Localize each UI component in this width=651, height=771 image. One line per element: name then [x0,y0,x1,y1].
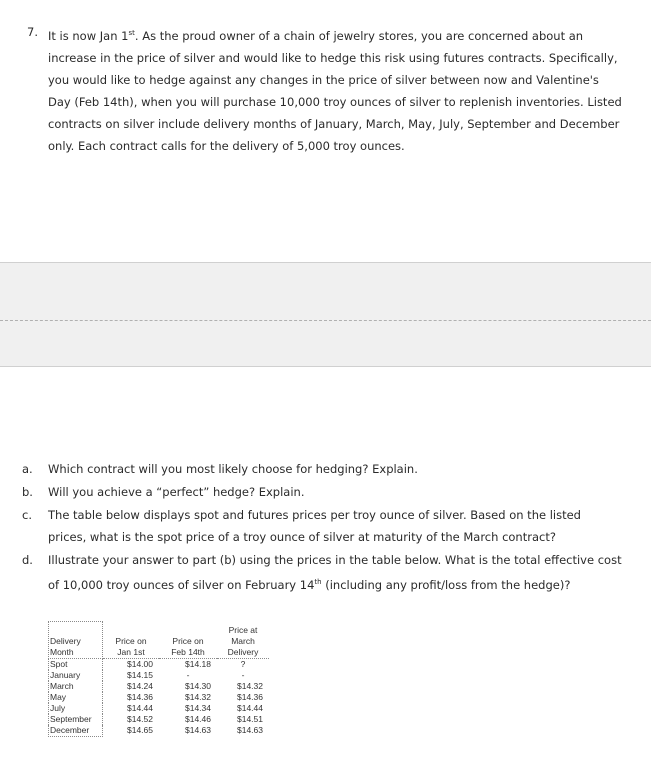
table-cell: $14.51 [237,714,263,724]
table-cell: December [49,725,103,737]
part-text: Which contract will you most likely choose for hedging? Explain. [48,462,418,476]
header-text: March [231,636,255,646]
table-cell: May [49,692,103,703]
part-d-text-start: Illustrate your answer to part (b) using the prices in the table below. What is the total effective cost of 10,000 troy ounces of silver on February 14 [48,553,622,592]
header-text: Feb 14th [171,647,205,657]
table-row [49,670,270,681]
table-row [49,659,270,671]
table-cell: $14.00 [127,659,153,669]
table-row [49,681,270,692]
header-text: Price at [228,625,258,635]
header-text: Delivery [227,647,259,657]
table-cell: $14.65 [127,725,153,736]
table-cell: $14.63 [237,725,263,736]
table-row [49,714,270,725]
header-text: Delivery [50,636,81,646]
question-text-start: It is now Jan 1 [48,28,129,43]
table-cell: March [49,681,103,692]
table-cell: - [241,670,245,680]
header-price-jan1 [103,622,160,659]
table-cell: $14.44 [237,703,263,713]
header-text: Jan 1st [117,647,145,657]
table-cell: $14.24 [127,681,153,691]
header-text: Price on [172,636,204,646]
table-cell: $14.36 [127,692,153,702]
table-cell: $14.36 [237,692,263,702]
header-price-feb14 [159,622,217,659]
part-b [22,481,622,503]
table-cell: $14.32 [185,692,211,702]
part-text: Will you achieve a “perfect” hedge? Explain. [48,485,305,499]
part-d-text-rest: (including any profit/loss from the hedge)? [321,577,571,592]
table-cell: July [49,703,103,714]
price-table [48,621,269,737]
table-cell: $14.52 [127,714,153,724]
part-c [22,504,622,548]
table-row [49,725,270,737]
part-letter: d. [22,553,33,567]
table-cell: ? [240,659,246,669]
header-delivery-month [49,622,103,659]
part-letter: c. [22,508,32,522]
part-letter: a. [22,462,33,476]
part-d-sup: th [314,578,322,586]
table-cell: Spot [49,659,103,671]
table-cell: $14.34 [185,703,211,713]
answer-space-band [0,262,651,367]
table-header-row [49,622,270,659]
table-cell: $14.18 [185,659,211,669]
table-cell: September [49,714,103,725]
header-text: Month [50,647,74,657]
table-cell: $14.32 [237,681,263,691]
part-text: The table below displays spot and futures prices per troy ounce of silver. Based on the listed prices, what is the spot price of a troy ounce of silver at maturity of the March contract? [48,508,581,544]
header-text: Price on [115,636,147,646]
header-price-march-delivery [217,622,269,659]
part-d [22,549,622,596]
table-cell: $14.46 [185,714,211,724]
table-cell: $14.15 [127,670,153,680]
table-cell: $14.63 [185,725,211,736]
part-text [48,549,622,596]
dashed-divider [0,320,651,321]
table-row [49,692,270,703]
question-number: 7. [27,25,38,39]
table-row [49,703,270,714]
part-a [22,458,622,480]
question-text-sup: st [128,29,135,37]
part-letter: b. [22,485,33,499]
question-text-rest: . As the proud owner of a chain of jewelry stores, you are concerned about an increase in the price of silver and would like to hedge this risk using futures contracts. Specifically, you would like to hedge against any changes in the price of silver between now and Valentine's Day (Feb 14th), when you will purchase 10,000 troy ounces of silver to replenish inventories. Listed contracts on silver include delivery months of January, March, May, July, September and December only. Each contract calls for the delivery of 5,000 troy ounces. [48,28,622,153]
table-cell: January [49,670,103,681]
table-cell: - [186,670,190,680]
question-text [48,22,623,157]
table-cell: $14.44 [127,703,153,713]
table-cell: $14.30 [185,681,211,691]
